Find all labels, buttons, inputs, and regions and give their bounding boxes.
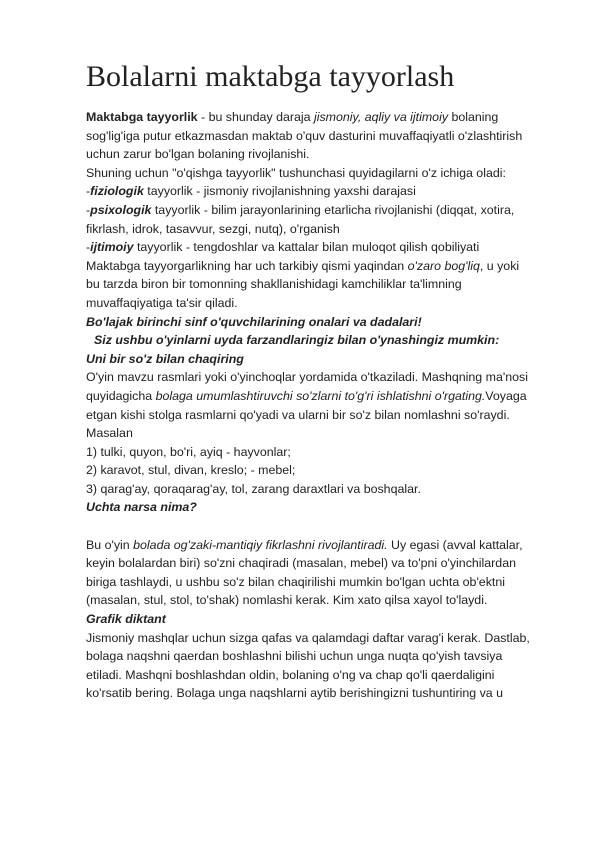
paragraph-gap: [86, 517, 556, 536]
game2-line-3: biriga tashlaydi, u ushbu so'z bilan chaqirilishi mumkin bo'lgan uchta ob'ektni: [86, 574, 505, 589]
item-fiziologik: -fiziologik tayyorlik - jismoniy rivojlanishning yaxshi darajasi: [86, 184, 416, 199]
game1-line-4: Masalan: [86, 426, 133, 441]
interrelation-line-3: muvaffaqiyatiga ta'sir qiladi.: [86, 295, 238, 310]
game3-line-3: etiladi. Mashqni boshlashdan oldin, bolaning o'ng va chap qo'li qaerdaligini: [86, 667, 495, 682]
item-psixologik-cont: fikrlash, idrok, tasavvur, sezgi, nutq), o'rganish: [86, 221, 340, 236]
intro-line-1: Maktabga tayyorlik - bu shunday daraja jismoniy, aqliy va ijtimoiy bolaning: [86, 110, 499, 124]
game1-line-1: O'yin mavzu rasmlari yoki o'yinchoqlar yordamida o'tkaziladi. Mashqning ma'nosi: [86, 370, 528, 385]
game3-line-4: ko'rsatib bering. Bolaga unga naqshlarni aytib berishingizni tushuntiring va u: [86, 686, 504, 701]
game2-line-2: keyin bolalardan biri) so'zni chaqiradi (masalan, mebel) va to'pni o'yinchilardan: [86, 556, 516, 571]
game2-title: Uchta narsa nima?: [86, 500, 197, 515]
game3-title: Grafik diktant: [86, 612, 166, 627]
game1-example-2: 2) karavot, stul, divan, kreslo; - mebel;: [86, 463, 296, 478]
document-body: [86, 108, 556, 703]
game3-line-1: Jismoniy mashqlar uchun sizga qafas va qalamdagi daftar varag'i kerak. Dastlab,: [86, 630, 530, 645]
game1-line-3: etgan kishi stolga rasmlarni qo'yadi va ularni bir so'z bilan nomlashni so'raydi.: [86, 407, 510, 422]
intro-line-2: sog'lig'iga putur etkazmasdan maktab o'quv dasturini muvaffaqiyatli o'zlashtirish: [86, 128, 523, 143]
page-title: Bolalarni maktabga tayyorlash: [86, 60, 455, 93]
game1-example-3: 3) qarag'ay, qoraqarag'ay, tol, zarang daraxtlari va boshqalar.: [86, 481, 421, 496]
game2-line-1: Bu o'yin bolada og'zaki-mantiqiy fikrlashni rivojlantiradi. Uy egasi (avval kattalar,: [86, 537, 523, 552]
parents-heading: Bo'lajak birinchi sinf o'quvchilarining onalari va dadalari!: [86, 314, 422, 329]
games-heading: Siz ushbu o'yinlarni uyda farzandlaringiz bilan o'ynashingiz mumkin:: [94, 333, 500, 348]
game1-example-1: 1) tulki, quyon, bo'ri, ayiq - hayvonlar;: [86, 444, 291, 459]
interrelation-line-1: Maktabga tayyorgarlikning har uch tarkibiy qismi yaqindan o'zaro bog'liq, u yoki: [86, 258, 520, 273]
term-maktabga-tayyorlik: Maktabga tayyorlik: [86, 110, 198, 124]
item-ijtimoiy: -ijtimoiy tayyorlik - tengdoshlar va kattalar bilan muloqot qilish qobiliyati: [86, 240, 480, 255]
game1-line-2: quyidagicha bolaga umumlashtiruvchi so'zlarni to'g'ri ishlatishni o'rgating.Voyaga: [86, 388, 527, 403]
intro-line-3: uchun zarur bo'lgan bolaning rivojlanishi.: [86, 147, 310, 162]
components-intro: Shuning uchun "o'qishga tayyorlik" tushunchasi quyidagilarni o'z ichiga oladi:: [86, 165, 506, 180]
interrelation-line-2: bu tarzda biron bir tomonning shakllanishidagi kamchiliklar ta'limning: [86, 277, 462, 292]
game2-line-4: (masalan, stul, stol, to'shak) nomlashi kerak. Kim xato qilsa xayol to'laydi.: [86, 593, 488, 608]
game3-line-2: bolaga naqshni qaerdan boshlashni bilishi uchun unga nuqta qo'yish tavsiya: [86, 649, 503, 664]
item-psixologik: -psixologik tayyorlik - bilim jarayonlarining etarlicha rivojlanishi (diqqat, xotira,: [86, 202, 515, 217]
game1-title: Uni bir so'z bilan chaqiring: [86, 351, 244, 366]
